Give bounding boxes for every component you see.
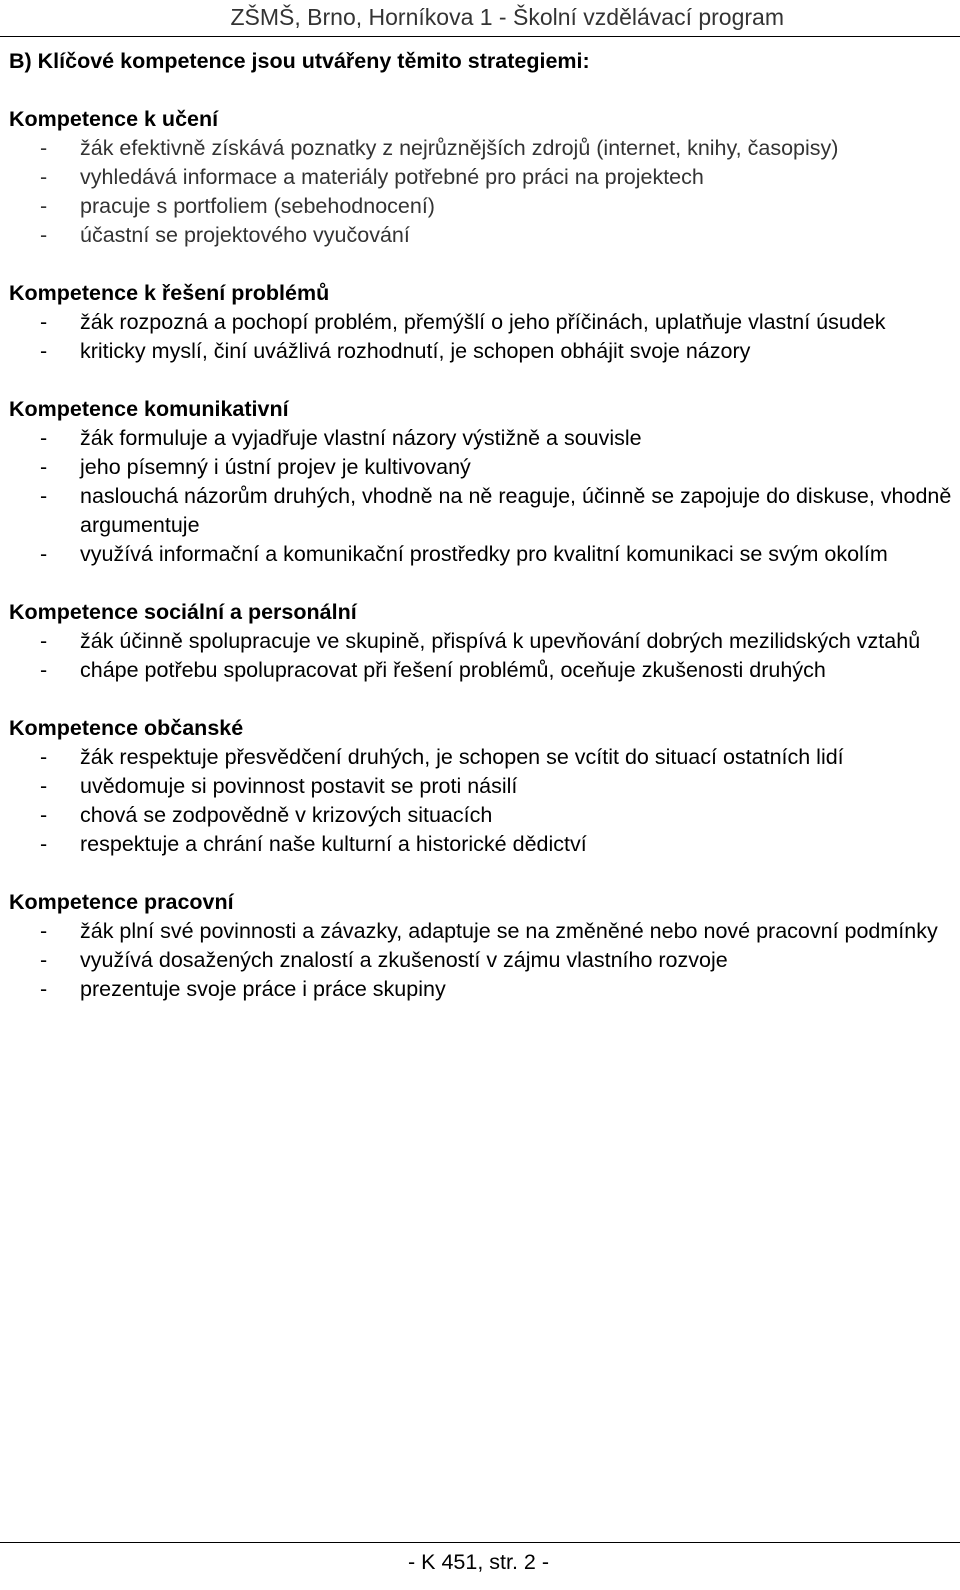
- item-list: [9, 424, 956, 569]
- list-item: [9, 482, 956, 540]
- list-item: [9, 192, 956, 221]
- competence-section: [9, 714, 956, 859]
- list-item: [9, 221, 956, 250]
- list-item-text: využívá informační a komunikační prostředky pro kvalitní komunikaci se svým okolím: [80, 542, 888, 566]
- list-item-text: chápe potřebu spolupracovat při řešení problémů, oceňuje zkušenosti druhých: [80, 658, 826, 682]
- item-list: [9, 917, 956, 1004]
- list-item-text: jeho písemný i ústní projev je kultivovaný: [80, 455, 471, 479]
- bullet-dash: -: [40, 426, 48, 450]
- list-item: [9, 134, 956, 163]
- section-title: Kompetence občanské: [9, 716, 244, 740]
- list-item-text: žák rozpozná a pochopí problém, přemýšlí o jeho příčinách, uplatňuje vlastní úsudek: [80, 310, 886, 334]
- list-item-text: žák plní své povinnosti a závazky, adaptuje se na změněné nebo nové pracovní podmínky: [80, 919, 938, 943]
- competence-sections: [9, 105, 956, 1004]
- page-footer: [0, 1542, 960, 1590]
- list-item-text: účastní se projektového vyučování: [80, 223, 410, 247]
- bullet-dash: -: [40, 803, 48, 827]
- bullet-dash: -: [40, 223, 48, 247]
- list-item: [9, 975, 956, 1004]
- bullet-dash: -: [40, 310, 48, 334]
- list-item-text: vyhledává informace a materiály potřebné pro práci na projektech: [80, 165, 704, 189]
- list-item-text: naslouchá názorům druhých, vhodně na ně reaguje, účinně se zapojuje do diskuse, vhodně argumentuje: [80, 484, 952, 537]
- bullet-dash: -: [40, 542, 48, 566]
- list-item: [9, 424, 956, 453]
- list-item: [9, 830, 956, 859]
- section-title: Kompetence k učení: [9, 107, 219, 131]
- competence-section: [9, 888, 956, 1004]
- bullet-dash: -: [40, 832, 48, 856]
- header-text: ZŠMŠ, Brno, Horníkova 1 - Školní vzdělávací program: [230, 4, 784, 30]
- list-item: [9, 337, 956, 366]
- bullet-dash: -: [40, 136, 48, 160]
- competence-section: [9, 598, 956, 685]
- list-item: [9, 772, 956, 801]
- competence-section: [9, 395, 956, 569]
- bullet-dash: -: [40, 629, 48, 653]
- list-item: [9, 946, 956, 975]
- section-title: Kompetence pracovní: [9, 890, 234, 914]
- list-item: [9, 453, 956, 482]
- bullet-dash: -: [40, 339, 48, 363]
- list-item: [9, 801, 956, 830]
- document-body: [9, 47, 956, 1033]
- list-item-text: pracuje s portfoliem (sebehodnocení): [80, 194, 435, 218]
- list-item: [9, 308, 956, 337]
- bullet-dash: -: [40, 165, 48, 189]
- bullet-dash: -: [40, 977, 48, 1001]
- section-title: Kompetence sociální a personální: [9, 600, 357, 624]
- list-item-text: využívá dosažených znalostí a zkušeností v zájmu vlastního rozvoje: [80, 948, 728, 972]
- list-item: [9, 917, 956, 946]
- list-item-text: uvědomuje si povinnost postavit se proti násilí: [80, 774, 518, 798]
- competence-section: [9, 279, 956, 366]
- page-number: - K 451, str. 2 -: [408, 1550, 549, 1574]
- list-item: [9, 743, 956, 772]
- bullet-dash: -: [40, 194, 48, 218]
- item-list: [9, 743, 956, 859]
- item-list: [9, 134, 956, 250]
- list-item: [9, 656, 956, 685]
- item-list: [9, 627, 956, 685]
- bullet-dash: -: [40, 948, 48, 972]
- list-item: [9, 540, 956, 569]
- page-header: [0, 0, 960, 37]
- list-item-text: žák efektivně získává poznatky z nejrůznějších zdrojů (internet, knihy, časopisy): [80, 136, 839, 160]
- section-title: Kompetence k řešení problémů: [9, 281, 330, 305]
- bullet-dash: -: [40, 658, 48, 682]
- bullet-dash: -: [40, 455, 48, 479]
- bullet-dash: -: [40, 745, 48, 769]
- list-item-text: žák formuluje a vyjadřuje vlastní názory výstižně a souvisle: [80, 426, 642, 450]
- list-item: [9, 163, 956, 192]
- section-title: Kompetence komunikativní: [9, 397, 289, 421]
- list-item-text: žák účinně spolupracuje ve skupině, přispívá k upevňování dobrých mezilidských vztahů: [80, 629, 921, 653]
- bullet-dash: -: [40, 774, 48, 798]
- main-heading: B) Klíčové kompetence jsou utvářeny těmito strategiemi:: [9, 49, 590, 73]
- bullet-dash: -: [40, 484, 48, 508]
- list-item-text: kriticky myslí, činí uvážlivá rozhodnutí, je schopen obhájit svoje názory: [80, 339, 751, 363]
- list-item-text: prezentuje svoje práce i práce skupiny: [80, 977, 446, 1001]
- competence-section: [9, 105, 956, 250]
- list-item-text: chová se zodpovědně v krizových situacích: [80, 803, 493, 827]
- bullet-dash: -: [40, 919, 48, 943]
- item-list: [9, 308, 956, 366]
- list-item-text: žák respektuje přesvědčení druhých, je schopen se vcítit do situací ostatních lidí: [80, 745, 844, 769]
- list-item: [9, 627, 956, 656]
- list-item-text: respektuje a chrání naše kulturní a historické dědictví: [80, 832, 587, 856]
